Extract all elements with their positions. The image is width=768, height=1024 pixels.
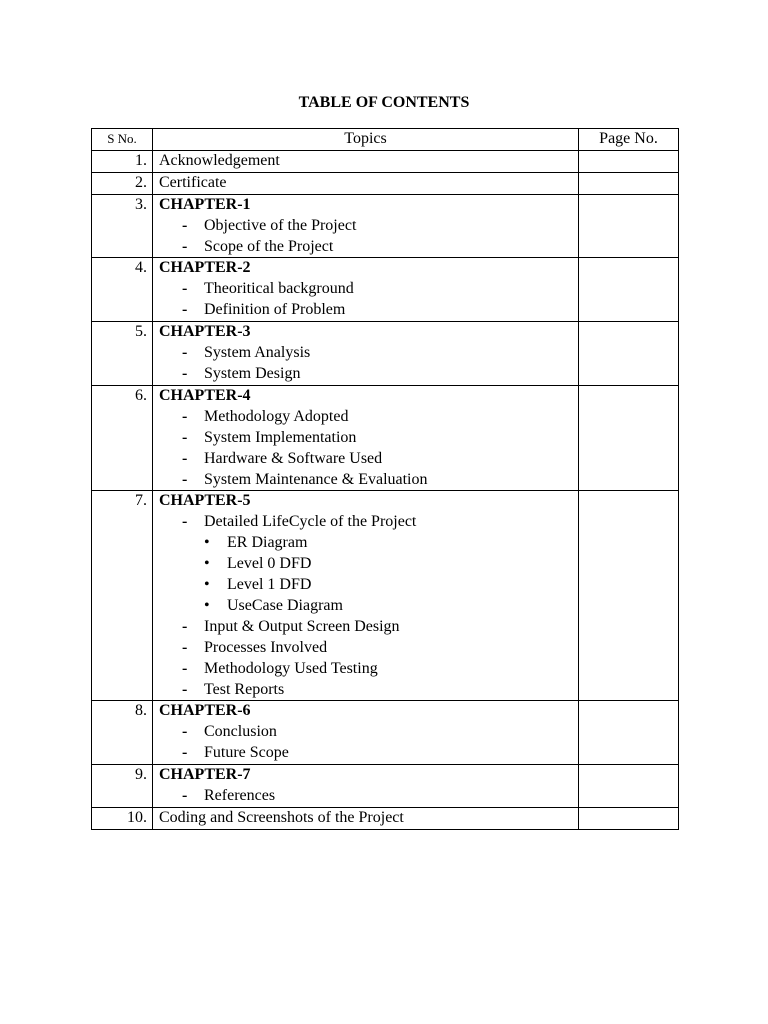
- dash-marker: -: [182, 237, 188, 255]
- row-sno: 1.: [92, 150, 153, 172]
- subtopic-label: System Implementation: [204, 428, 357, 446]
- subtopic-item: [159, 428, 578, 449]
- table-row: [92, 150, 679, 172]
- dash-marker: -: [182, 680, 188, 698]
- subtopic-item: [159, 449, 578, 470]
- table-row: [92, 701, 679, 765]
- subtopic-label: Methodology Used Testing: [204, 659, 378, 677]
- chapter-heading: CHAPTER-5: [159, 492, 251, 510]
- row-sno: 8.: [92, 701, 153, 765]
- header-sno: S No.: [92, 129, 153, 151]
- bullet-label: Level 1 DFD: [227, 576, 312, 594]
- subtopic-item: [159, 659, 578, 680]
- subtopic-item: [159, 512, 578, 533]
- topic-label: Certificate: [159, 173, 227, 191]
- row-topic-cell: [153, 258, 579, 322]
- header-topics: Topics: [153, 129, 579, 151]
- toc-body: [92, 129, 679, 830]
- dash-marker: -: [182, 513, 188, 531]
- row-page-no: [579, 808, 679, 830]
- row-page-no: [579, 491, 679, 701]
- topic-label: Acknowledgement: [159, 151, 280, 169]
- row-page-no: [579, 765, 679, 808]
- table-row: [92, 385, 679, 491]
- bullet-marker: •: [204, 596, 210, 614]
- row-topic-cell: [153, 322, 579, 386]
- row-topic-cell: [153, 701, 579, 765]
- header-page-no: Page No.: [579, 129, 679, 151]
- row-topic-cell: [153, 172, 579, 194]
- subtopic-item: [159, 343, 578, 364]
- subtopic-item: [159, 680, 578, 701]
- subtopic-label: Input & Output Screen Design: [204, 617, 400, 635]
- row-sno: 5.: [92, 322, 153, 386]
- bullet-marker: •: [204, 576, 210, 594]
- table-row: [92, 808, 679, 830]
- document-title: TABLE OF CONTENTS: [298, 94, 470, 111]
- bullet-item: [159, 533, 578, 554]
- row-sno: 6.: [92, 385, 153, 491]
- table-row: [92, 765, 679, 808]
- subtopic-label: Scope of the Project: [204, 237, 334, 255]
- bullet-marker: •: [204, 534, 210, 552]
- dash-marker: -: [182, 364, 188, 382]
- toc-table: [91, 128, 679, 830]
- chapter-heading: CHAPTER-7: [159, 766, 251, 784]
- subtopic-label: System Design: [204, 364, 301, 382]
- row-sno: 3.: [92, 194, 153, 258]
- subtopic-item: [159, 237, 578, 258]
- subtopic-label: Processes Involved: [204, 638, 328, 656]
- table-row: [92, 194, 679, 258]
- subtopic-label: Detailed LifeCycle of the Project: [204, 513, 417, 531]
- dash-marker: -: [182, 470, 188, 488]
- bullet-item: [159, 554, 578, 575]
- chapter-heading: CHAPTER-2: [159, 259, 251, 277]
- row-sno: 10.: [92, 808, 153, 830]
- table-row: [92, 491, 679, 701]
- dash-marker: -: [182, 216, 188, 234]
- row-topic-cell: [153, 150, 579, 172]
- table-row: [92, 258, 679, 322]
- table-row: [92, 172, 679, 194]
- dash-marker: -: [182, 407, 188, 425]
- bullet-label: Level 0 DFD: [227, 555, 312, 573]
- row-topic-cell: [153, 491, 579, 701]
- bullet-item: [159, 575, 578, 596]
- row-sno: 4.: [92, 258, 153, 322]
- subtopic-item: [159, 638, 578, 659]
- chapter-heading: CHAPTER-4: [159, 386, 251, 404]
- dash-marker: -: [182, 449, 188, 467]
- row-topic-cell: [153, 808, 579, 830]
- chapter-heading: CHAPTER-1: [159, 195, 251, 213]
- subtopic-item: [159, 407, 578, 428]
- row-page-no: [579, 322, 679, 386]
- row-sno: 9.: [92, 765, 153, 808]
- row-page-no: [579, 194, 679, 258]
- subtopic-label: System Analysis: [204, 344, 311, 362]
- subtopic-item: [159, 470, 578, 491]
- subtopic-label: Hardware & Software Used: [204, 449, 383, 467]
- row-page-no: [579, 385, 679, 491]
- dash-marker: -: [182, 787, 188, 805]
- bullet-label: UseCase Diagram: [227, 596, 343, 614]
- dash-marker: -: [182, 301, 188, 319]
- subtopic-label: Methodology Adopted: [204, 407, 349, 425]
- subtopic-label: References: [204, 787, 276, 805]
- subtopic-label: Test Reports: [204, 680, 285, 698]
- row-page-no: [579, 172, 679, 194]
- dash-marker: -: [182, 617, 188, 635]
- topic-label: Coding and Screenshots of the Project: [159, 809, 404, 826]
- row-sno: 2.: [92, 172, 153, 194]
- subtopic-label: Definition of Problem: [204, 301, 346, 319]
- bullet-item: [159, 596, 578, 617]
- subtopic-item: [159, 300, 578, 321]
- subtopic-label: Conclusion: [204, 723, 277, 741]
- subtopic-label: Future Scope: [204, 744, 289, 762]
- dash-marker: -: [182, 723, 188, 741]
- subtopic-item: [159, 786, 578, 807]
- subtopic-item: [159, 617, 578, 638]
- dash-marker: -: [182, 638, 188, 656]
- row-topic-cell: [153, 385, 579, 491]
- dash-marker: -: [182, 280, 188, 298]
- subtopic-label: Theoritical background: [204, 280, 354, 298]
- row-topic-cell: [153, 194, 579, 258]
- row-topic-cell: [153, 765, 579, 808]
- dash-marker: -: [182, 744, 188, 762]
- row-sno: 7.: [92, 491, 153, 701]
- subtopic-label: System Maintenance & Evaluation: [204, 470, 428, 488]
- table-row: [92, 322, 679, 386]
- subtopic-item: [159, 743, 578, 764]
- row-page-no: [579, 701, 679, 765]
- dash-marker: -: [182, 344, 188, 362]
- subtopic-item: [159, 279, 578, 300]
- dash-marker: -: [182, 428, 188, 446]
- chapter-heading: CHAPTER-3: [159, 323, 251, 341]
- bullet-label: ER Diagram: [227, 534, 308, 552]
- dash-marker: -: [182, 659, 188, 677]
- header-row: [92, 129, 679, 151]
- subtopic-item: [159, 722, 578, 743]
- subtopic-label: Objective of the Project: [204, 216, 357, 234]
- subtopic-item: [159, 364, 578, 385]
- subtopic-item: [159, 216, 578, 237]
- bullet-marker: •: [204, 555, 210, 573]
- chapter-heading: CHAPTER-6: [159, 702, 251, 720]
- row-page-no: [579, 258, 679, 322]
- row-page-no: [579, 150, 679, 172]
